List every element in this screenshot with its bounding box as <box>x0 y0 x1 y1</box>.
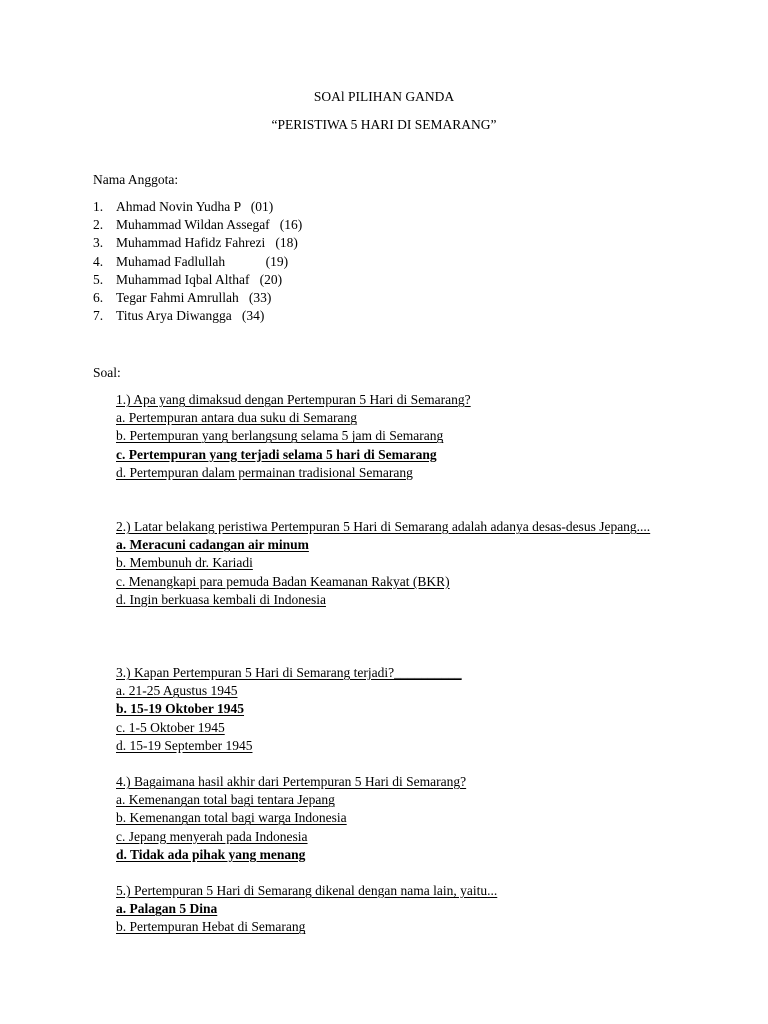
answer-option-correct: a. Meracuni cadangan air minum <box>116 537 309 553</box>
answer-option: b. Pertempuran Hebat di Semarang <box>116 919 306 935</box>
list-number: 5. <box>93 271 104 287</box>
list-item <box>93 234 302 252</box>
list-number: 6. <box>93 289 104 305</box>
list-item <box>93 271 302 289</box>
document-subtitle: “PERISTIWA 5 HARI DI SEMARANG” <box>271 117 497 132</box>
answer-option: a. 21-25 Agustus 1945 <box>116 683 238 699</box>
answer-option: a. Kemenangan total bagi tentara Jepang <box>116 792 335 808</box>
answer-option-correct: c. Pertempuran yang terjadi selama 5 hari di Semarang <box>116 446 437 462</box>
list-number: 7. <box>93 308 104 324</box>
member-name: Muhammad Iqbal Althaf (20) <box>116 271 283 287</box>
question-text: 5.) Pertempuran 5 Hari di Semarang dikenal dengan nama lain, yaitu... <box>116 883 498 898</box>
members-label: Nama Anggota: <box>93 172 179 187</box>
list-item <box>93 198 302 216</box>
answer-option: b. Kemenangan total bagi warga Indonesia <box>116 810 347 826</box>
document-title: SOAl PILIHAN GANDA <box>313 89 455 104</box>
list-item <box>93 253 302 271</box>
member-name: Muhammad Wildan Assegaf (16) <box>116 217 303 233</box>
answer-option: b. Membunuh dr. Kariadi <box>116 555 253 571</box>
questions-label: Soal: <box>93 365 121 380</box>
answer-option-correct: a. Palagan 5 Dina <box>116 901 218 917</box>
list-item <box>93 216 302 234</box>
answer-option: c. Menangkapi para pemuda Badan Keamanan Rakyat (BKR) <box>116 573 450 589</box>
answer-option: c. 1-5 Oktober 1945 <box>116 719 225 735</box>
question-block-2 <box>116 518 686 609</box>
question-block-3 <box>116 664 686 755</box>
list-number: 4. <box>93 253 104 269</box>
list-item <box>93 307 302 325</box>
question-text: 1.) Apa yang dimaksud dengan Pertempuran 5 Hari di Semarang? <box>116 392 471 407</box>
answer-option-correct: b. 15-19 Oktober 1945 <box>116 701 245 717</box>
question-text: 4.) Bagaimana hasil akhir dari Pertempuran 5 Hari di Semarang? <box>116 774 467 789</box>
list-number: 2. <box>93 217 104 233</box>
answer-option: c. Jepang menyerah pada Indonesia <box>116 828 308 844</box>
list-number: 1. <box>93 199 104 214</box>
question-block-5 <box>116 882 686 937</box>
member-name: Titus Arya Diwangga (34) <box>116 308 265 324</box>
list-number: 3. <box>93 235 104 251</box>
question-block-4 <box>116 773 686 864</box>
question-text: 3.) Kapan Pertempuran 5 Hari di Semarang terjadi?__________ <box>116 665 462 680</box>
answer-option-correct: d. Tidak ada pihak yang menang <box>116 846 306 862</box>
question-block-1 <box>116 391 686 482</box>
members-list <box>93 198 302 325</box>
answer-option: b. Pertempuran yang berlangsung selama 5 jam di Semarang <box>116 428 444 444</box>
answer-option: a. Pertempuran antara dua suku di Semarang <box>116 410 358 426</box>
answer-option: d. Ingin berkuasa kembali di Indonesia <box>116 591 326 607</box>
member-name: Muhammad Hafidz Fahrezi (18) <box>116 235 298 251</box>
answer-option: d. 15-19 September 1945 <box>116 737 253 753</box>
member-name: Ahmad Novin Yudha P (01) <box>116 199 274 214</box>
answer-option: d. Pertempuran dalam permainan tradisional Semarang <box>116 464 413 480</box>
member-name: Tegar Fahmi Amrullah (33) <box>116 289 272 305</box>
question-text: 2.) Latar belakang peristiwa Pertempuran 5 Hari di Semarang adalah adanya desas-desus Jepang.... <box>116 519 651 534</box>
list-item <box>93 289 302 307</box>
member-name: Muhamad Fadlullah (19) <box>116 253 289 269</box>
